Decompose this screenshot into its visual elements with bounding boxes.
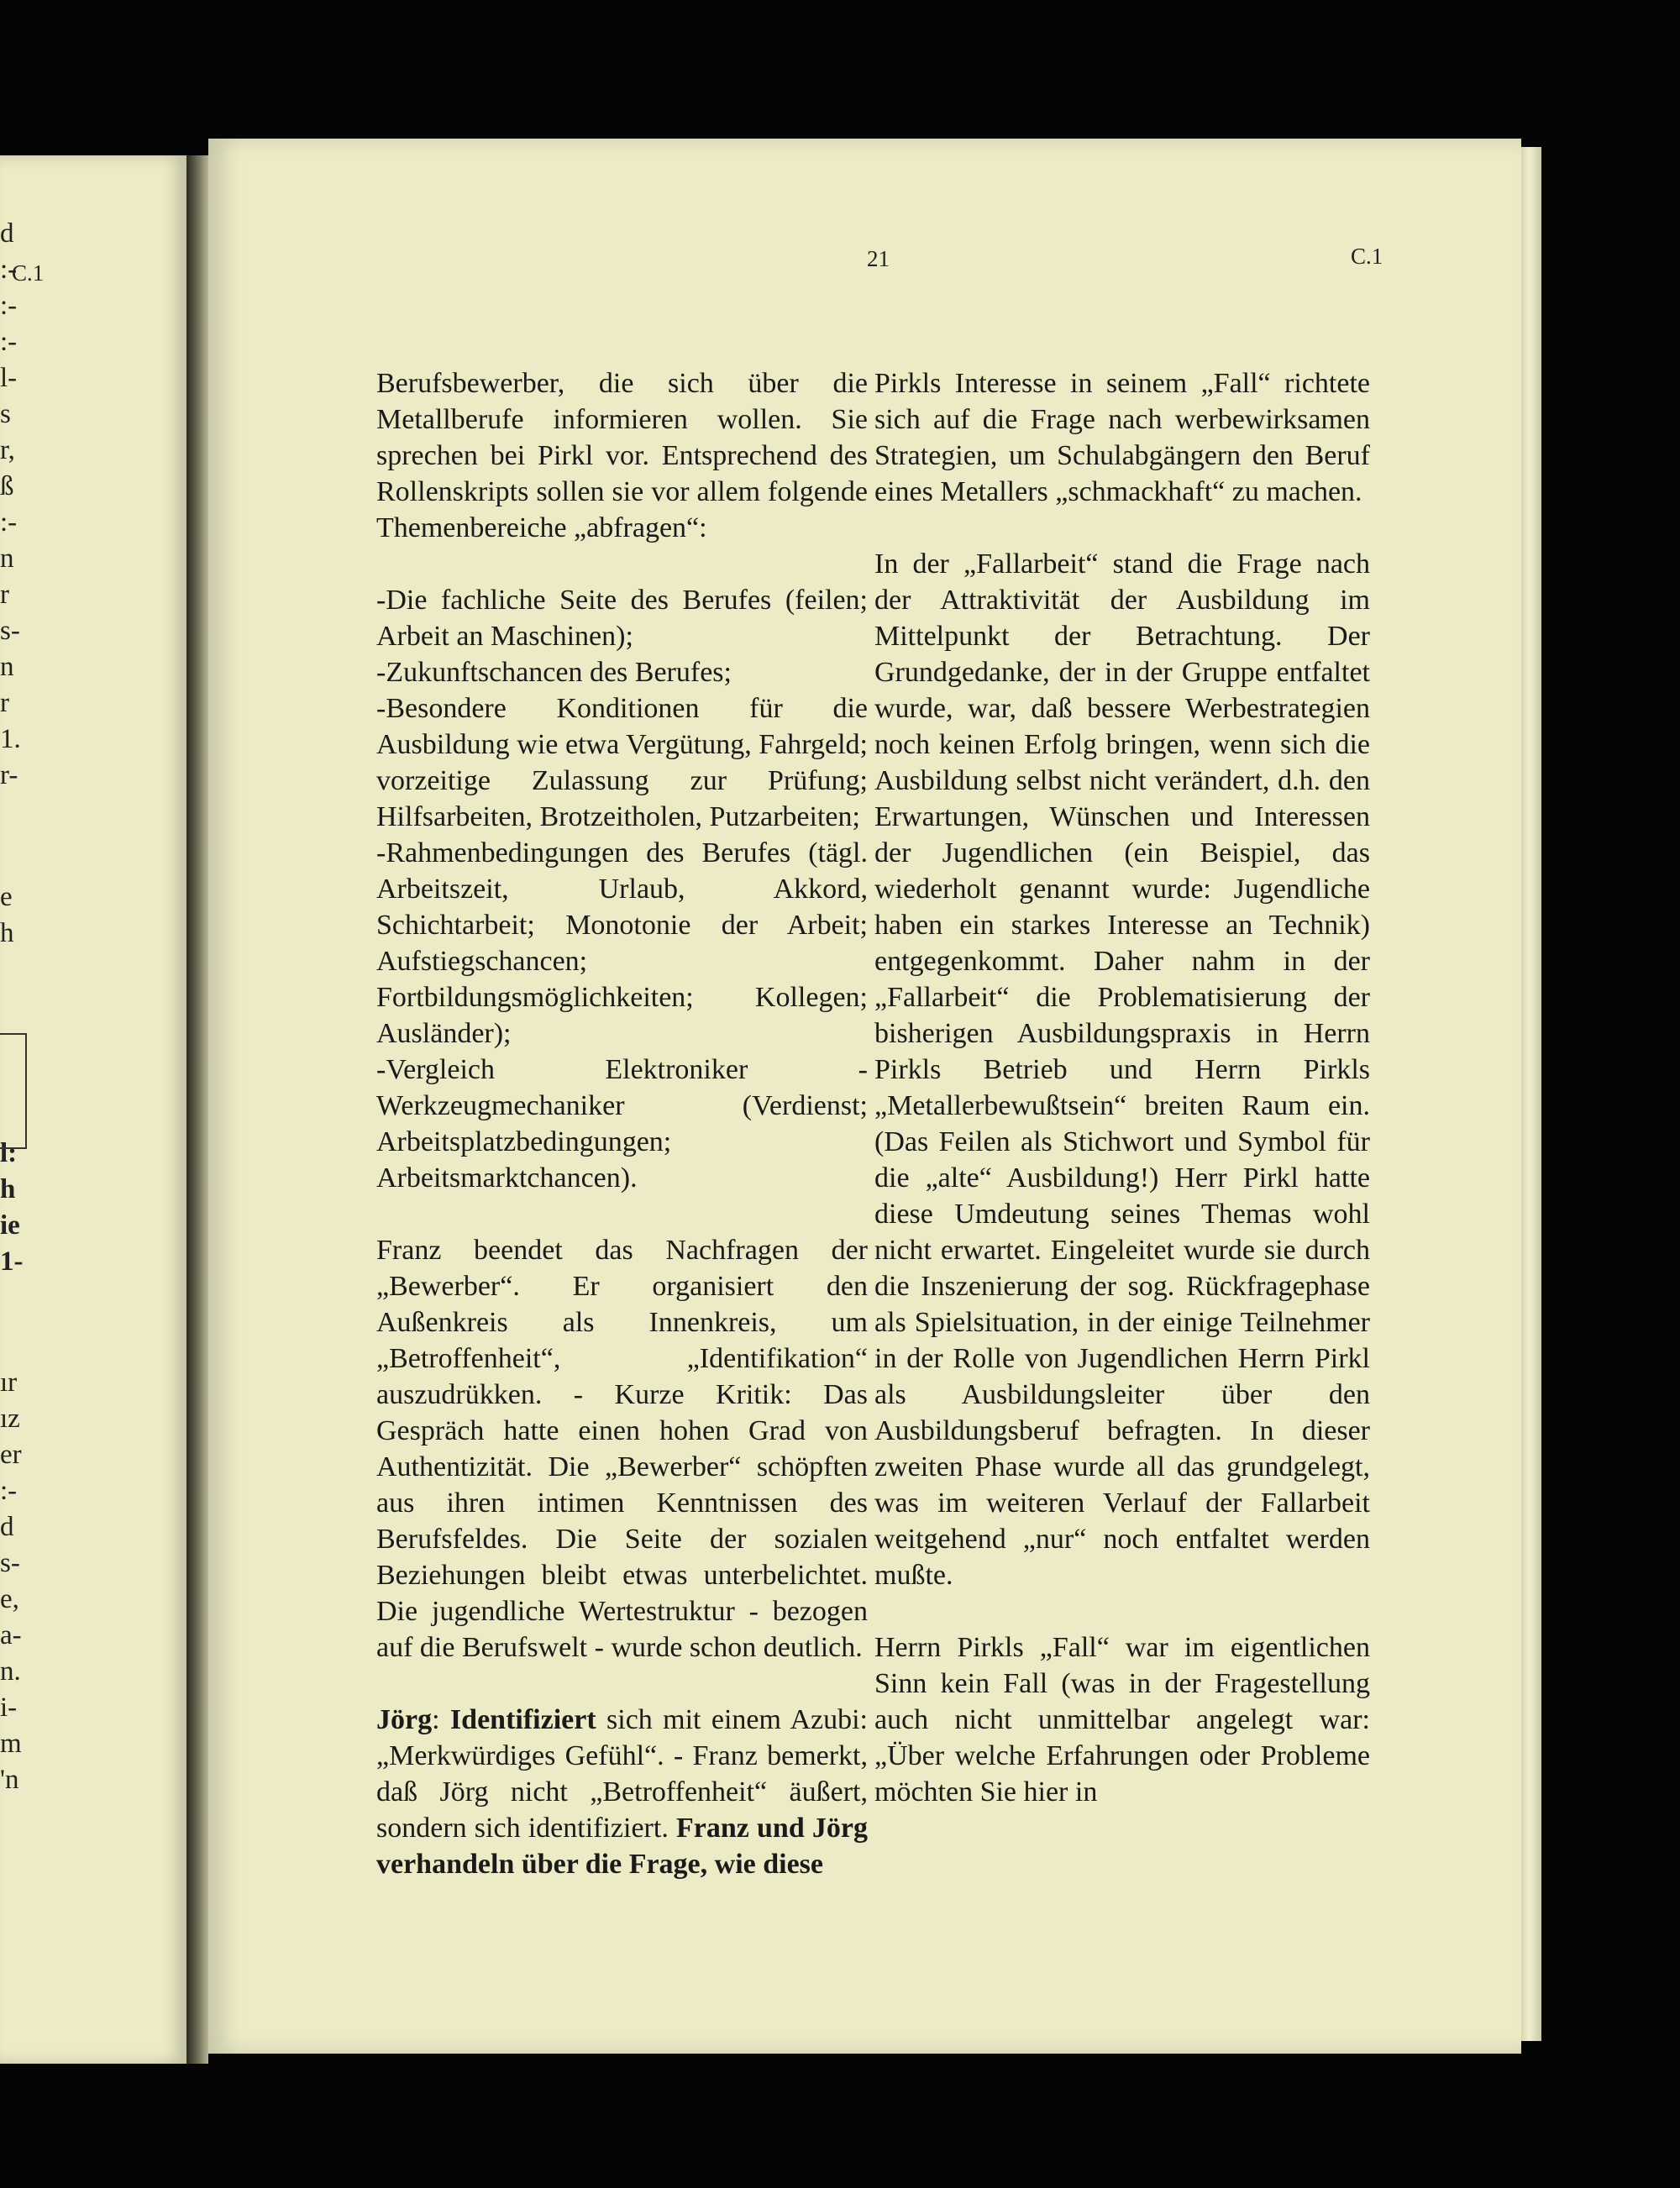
- text-run: sich mit einem Azubi: „Merkwürdiges Gefühl“. - Franz bemerkt, daß Jörg nicht „Betroffenheit“ äußert, sondern sich identifiziert.: [376, 1704, 868, 1844]
- paragraph: Franz beendet das Nachfragen der „Bewerber“. Er organisiert den Außenkreis als Innenkreis, um „Betroffenheit“, „Identifikation“ auszudrükken. - Kurze Kritik: Das Gespräch hatte einen hohen Grad von Authentizität. Die „Bewerber“ schöpften aus ihren intimen Kenntnissen des Berufsfeldes. Die Seite der sozialen Beziehungen bleibt etwas unterbelichtet. Die jugendliche Wertestruktur - bezogen auf die Berufswelt - wurde schon deutlich.: [376, 1235, 868, 1663]
- left-page-fragment: 1.: [0, 724, 21, 754]
- paragraph: Pirkls Interesse in seinem „Fall“ richtete sich auf die Frage nach werbewirksamen Strategien, um Schulabgängern den Beruf eines Metallers „schmackhaft“ zu machen.: [874, 368, 1370, 507]
- left-page-box-border: [0, 1033, 27, 1149]
- bold-text: Jörg: [376, 1704, 433, 1735]
- left-page-running-head: C.1: [12, 260, 45, 286]
- left-page-fragment: :-: [0, 1476, 18, 1506]
- left-page-fragment: i-: [0, 1692, 18, 1723]
- left-page-fragment: h: [0, 1174, 16, 1204]
- left-page-fragment: r,: [0, 435, 15, 465]
- left-page-fragment: :-: [0, 507, 18, 538]
- left-page-fragment: a-: [0, 1620, 22, 1650]
- left-page-fragment: h: [0, 918, 14, 948]
- left-page-fragment: s: [0, 399, 11, 429]
- bold-text: Franz und Jörg verhandeln über die Frage, wie diese: [376, 1813, 868, 1880]
- left-page: [0, 155, 186, 2064]
- text-column-right: [874, 365, 1370, 1810]
- left-page-fragment: :-: [0, 327, 18, 357]
- paragraph: Herrn Pirkls „Fall“ war im eigentlichen Sinn kein Fall (was in der Fragestellung auch nicht unmittelbar angelegt war: „Über welche Erfahrungen oder Probleme möchten Sie hier in: [874, 1632, 1370, 1808]
- left-page-fragment: :-: [0, 291, 18, 321]
- bold-text: Identifiziert: [449, 1704, 596, 1735]
- left-page-fragment: d: [0, 218, 14, 249]
- left-page-fragment: r: [0, 580, 9, 610]
- left-page-fragment: e,: [0, 1584, 19, 1614]
- page-edge: [1521, 147, 1541, 2041]
- left-page-fragment: s-: [0, 616, 20, 646]
- left-page-fragment: ır: [0, 1367, 18, 1398]
- list-item: -Die fachliche Seite des Berufes (feilen; Arbeit an Maschinen);: [376, 585, 868, 652]
- book-gutter: [186, 155, 208, 2064]
- list-item: -Besondere Konditionen für die Ausbildung wie etwa Vergütung, Fahrgeld; vorzeitige Zulassung zur Prüfung; Hilfsarbeiten, Brotzeitholen, Putzarbeiten;: [376, 693, 868, 832]
- page-number: 21: [867, 246, 890, 271]
- left-page-fragment: s-: [0, 1548, 20, 1578]
- paragraph: Berufsbewerber, die sich über die Metallberufe informieren wollen. Sie sprechen bei Pirkl vor. Entsprechend des Rollenskripts sollen sie vor allem folgende Themenbereiche „abfragen“:: [376, 368, 868, 543]
- paragraph: [376, 1702, 868, 1882]
- left-page-fragment: n: [0, 543, 14, 574]
- topic-list: [376, 582, 868, 1196]
- running-head: C.1: [1351, 244, 1383, 269]
- left-page-fragment: l-: [0, 363, 18, 393]
- paragraph: In der „Fallarbeit“ stand die Frage nach der Attraktivität der Ausbildung im Mittelpunkt der Betrachtung. Der Grundgedanke, der in der Gruppe entfaltet wurde, war, daß bessere Werbestrategien noch keinen Erfolg bringen, wenn sich die Ausbildung selbst nicht verändert, d.h. den Erwartungen, Wünschen und Interessen der Jugendlichen (ein Beispiel, das wiederholt genannt wurde: Jugendliche haben ein starkes Interesse an Technik) entgegenkommt. Daher nahm in der „Fallarbeit“ die Problematisierung der bisherigen Ausbildungspraxis in Herrn Pirkls Betrieb und Herrn Pirkls „Metallerbewußtsein“ breiten Raum ein. (Das Feilen als Stichwort und Symbol für die „alte“ Ausbildung!) Herr Pirkl hatte diese Umdeutung seines Themas wohl nicht erwartet. Eingeleitet wurde sie durch die Inszenierung der sog. Rückfragephase als Spielsituation, in der einige Teilnehmer in der Rolle von Jugendlichen Herrn Pirkl als Ausbildungsleiter über den Ausbildungsberuf befragten. In dieser zweiten Phase wurde all das grundgelegt, was im weiteren Verlauf der Fallarbeit weitgehend „nur“ noch entfaltet werden mußte.: [874, 548, 1370, 1591]
- left-page-fragment: er: [0, 1440, 22, 1470]
- left-page-fragment: ie: [0, 1210, 20, 1241]
- list-item: -Zukunftschancen des Berufes;: [376, 657, 732, 688]
- left-page-text-fragments: [0, 155, 186, 2064]
- left-page-fragment: r-: [0, 760, 18, 790]
- left-page-fragment: n: [0, 652, 14, 682]
- text-run: :: [432, 1704, 450, 1735]
- left-page-fragment: m: [0, 1729, 22, 1759]
- list-item: -Vergleich Elektroniker - Werkzeugmechaniker (Verdienst; Arbeitsplatzbedingungen; Arbeitsmarktchancen).: [376, 1054, 868, 1194]
- left-page-fragment: ß: [0, 471, 14, 501]
- left-page-fragment: e: [0, 882, 13, 912]
- left-page-fragment: r: [0, 688, 9, 718]
- right-page: [208, 139, 1521, 2054]
- left-page-fragment: 1-: [0, 1246, 24, 1277]
- left-page-fragment: n.: [0, 1656, 21, 1687]
- list-item: -Rahmenbedingungen des Berufes (tägl. Arbeitszeit, Urlaub, Akkord, Schichtarbeit; Monotonie der Arbeit; Aufstiegschancen; Fortbildungsmöglichkeiten; Kollegen; Ausländer);: [376, 837, 868, 1049]
- left-page-fragment: ız: [0, 1404, 20, 1434]
- left-page-fragment: 'n: [0, 1765, 19, 1795]
- text-column-left: [376, 365, 868, 1882]
- left-page-fragment: d: [0, 1512, 14, 1542]
- left-page-fragment: l:: [0, 1138, 18, 1168]
- left-page-fragment: :-: [0, 254, 18, 285]
